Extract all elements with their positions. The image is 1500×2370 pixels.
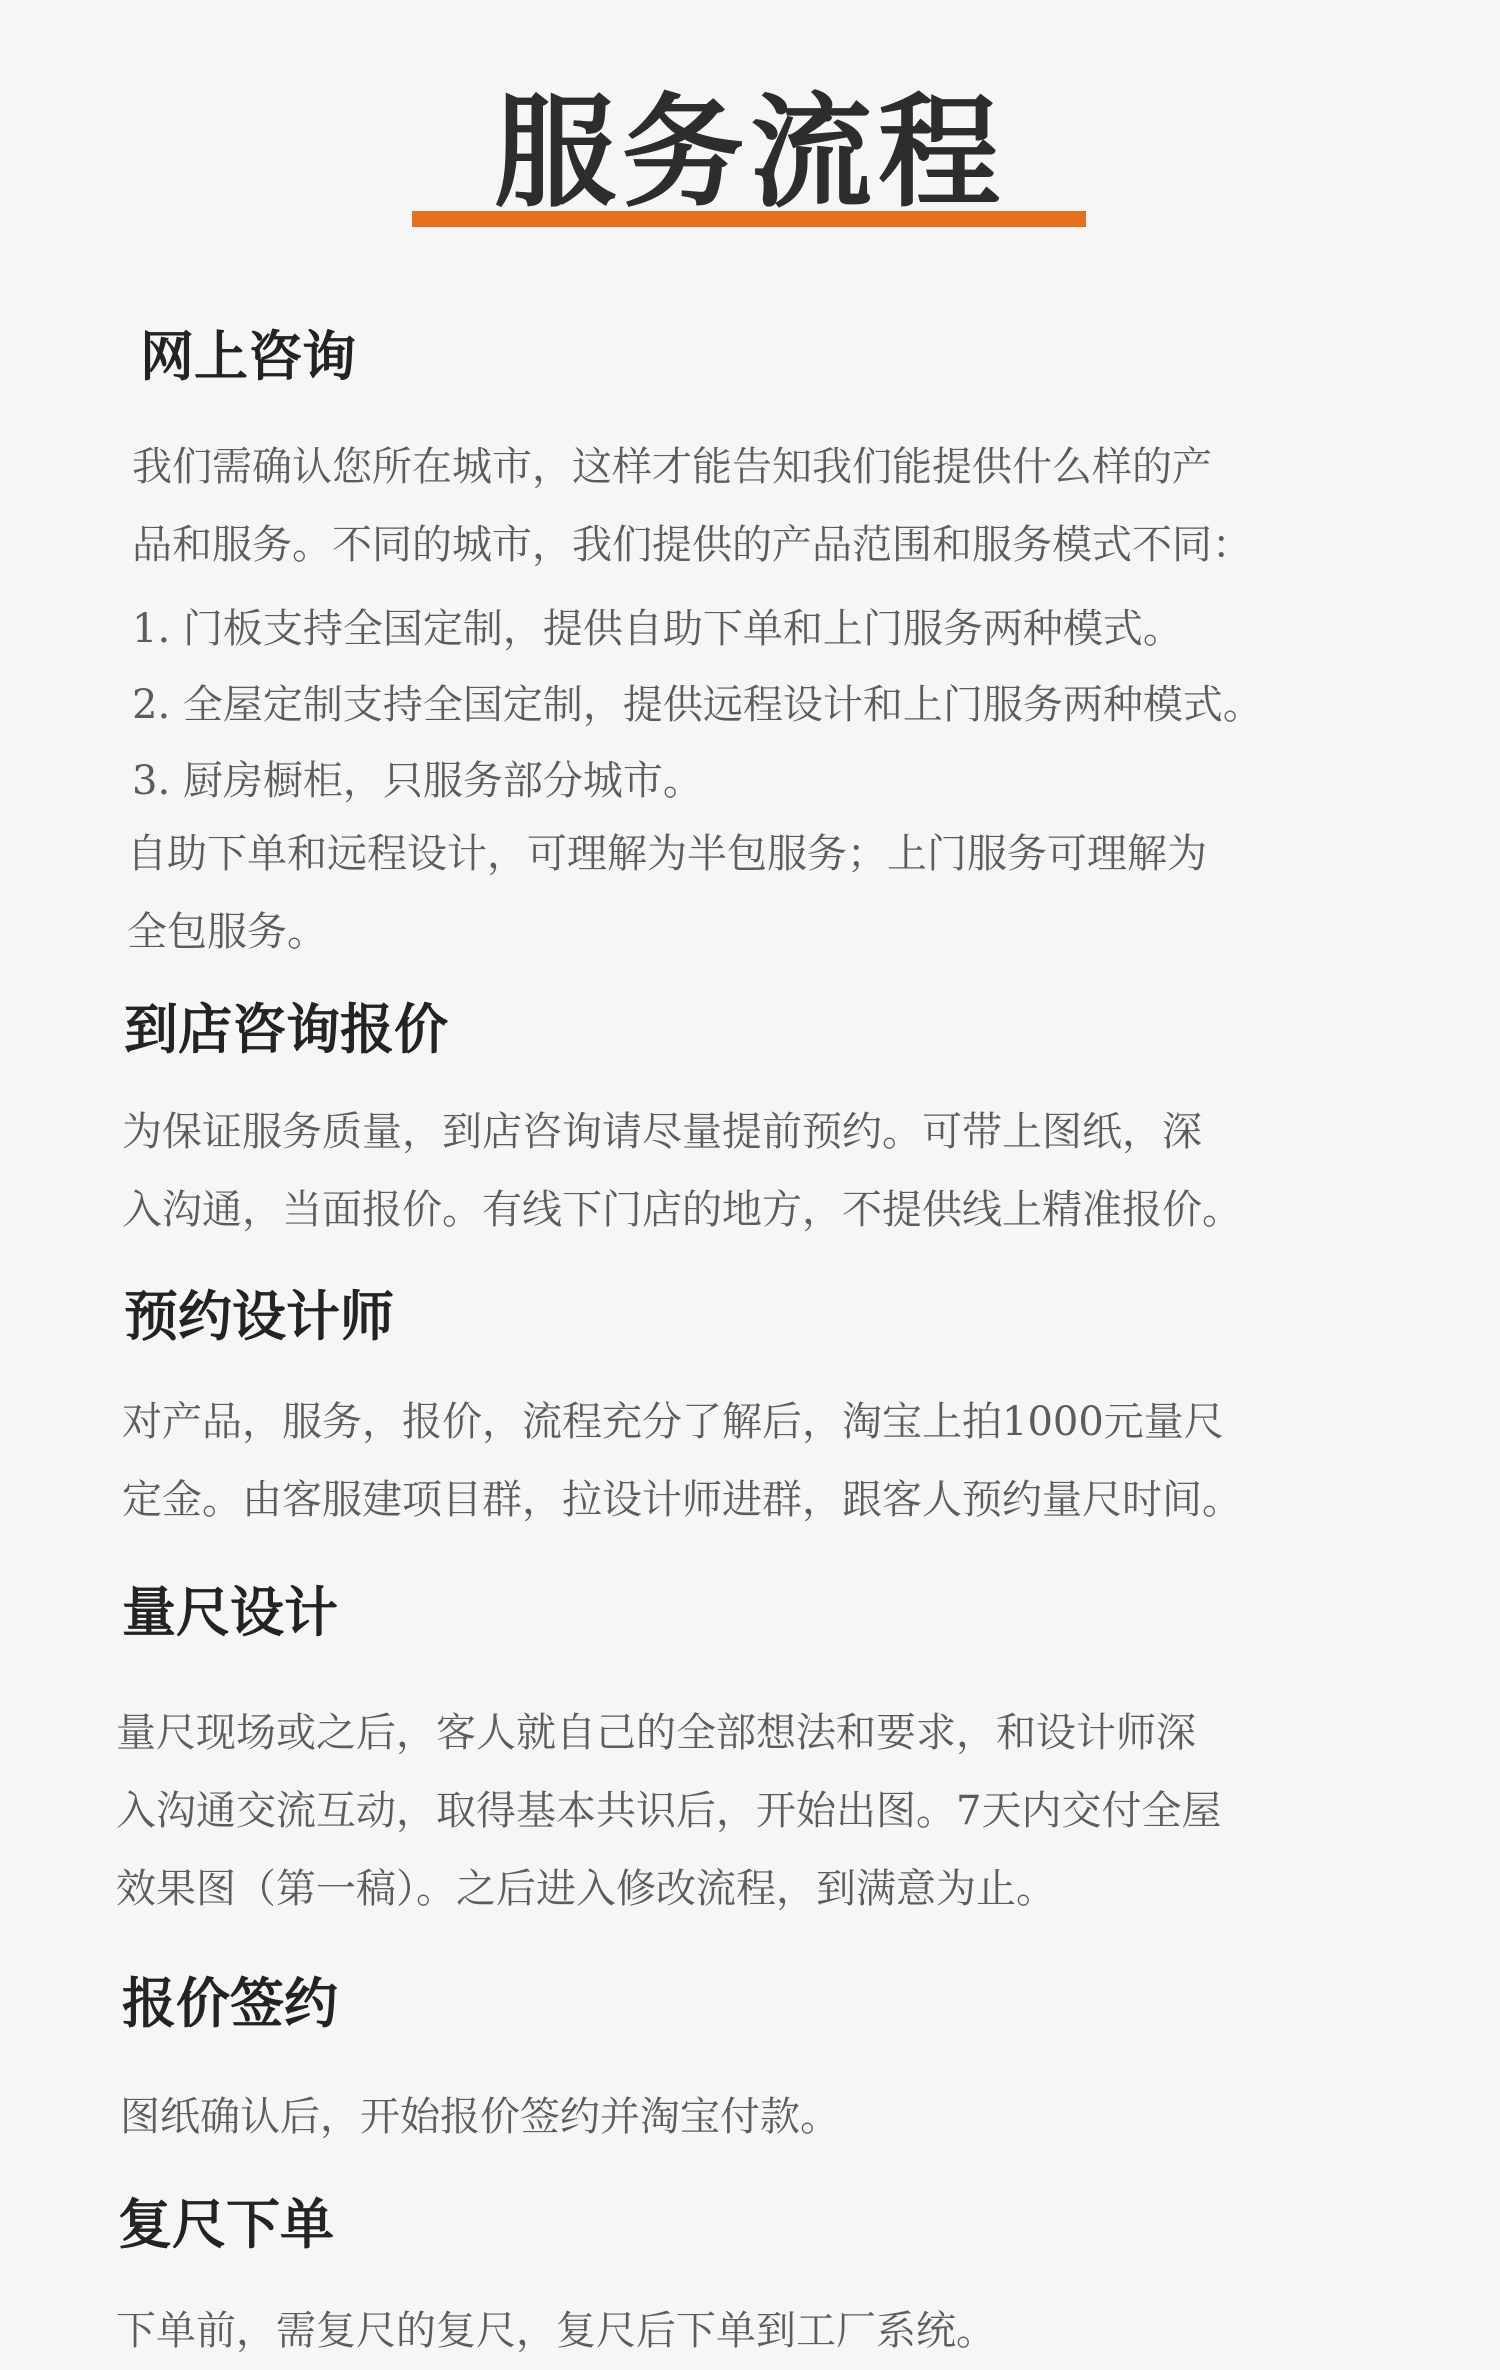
section-online-consult-list bbox=[132, 590, 1263, 818]
paragraph-line: 品和服务。不同的城市，我们提供的产品范围和服务模式不同： bbox=[132, 522, 1252, 568]
paragraph-line: 效果图（第一稿）。之后进入修改流程，到满意为止。 bbox=[116, 1866, 1056, 1912]
paragraph-line: 全包服务。 bbox=[127, 909, 327, 955]
paragraph-line: 入沟通，当面报价。有线下门店的地方，不提供线上精准报价。 bbox=[122, 1187, 1242, 1233]
section-heading-online-consult: 网上咨询 bbox=[140, 325, 356, 388]
list-item: 3. 厨房橱柜，只服务部分城市。 bbox=[132, 758, 703, 804]
section-heading-store-quote: 到店咨询报价 bbox=[124, 998, 448, 1061]
paragraph-line: 入沟通交流互动，取得基本共识后，开始出图。7天内交付全屋 bbox=[116, 1788, 1222, 1834]
section-heading-book-designer: 预约设计师 bbox=[124, 1285, 394, 1348]
paragraph-line: 我们需确认您所在城市，这样才能告知我们能提供什么样的产 bbox=[132, 444, 1212, 490]
paragraph-line: 图纸确认后，开始报价签约并淘宝付款。 bbox=[120, 2094, 840, 2140]
section-book-designer-text bbox=[122, 1383, 1242, 1539]
page-title-block bbox=[0, 70, 1500, 250]
paragraph-line: 定金。由客服建项目群，拉设计师进群，跟客人预约量尺时间。 bbox=[122, 1477, 1242, 1523]
paragraph-line: 对产品，服务，报价，流程充分了解后，淘宝上拍1000元量尺 bbox=[122, 1399, 1224, 1445]
section-heading-measure-design: 量尺设计 bbox=[122, 1581, 338, 1644]
section-heading-remeasure-order: 复尺下单 bbox=[118, 2193, 334, 2256]
paragraph-line: 自助下单和远程设计，可理解为半包服务；上门服务可理解为 bbox=[127, 831, 1207, 877]
page-title: 服务流程 bbox=[494, 82, 1006, 224]
section-heading-quote-sign: 报价签约 bbox=[122, 1972, 338, 2035]
section-online-consult-intro bbox=[132, 428, 1252, 584]
list-item: 1. 门板支持全国定制，提供自助下单和上门服务两种模式。 bbox=[132, 606, 1183, 652]
list-item: 2. 全屋定制支持全国定制，提供远程设计和上门服务两种模式。 bbox=[132, 682, 1263, 728]
section-store-quote-text bbox=[122, 1093, 1242, 1249]
paragraph-line: 量尺现场或之后，客人就自己的全部想法和要求，和设计师深 bbox=[116, 1710, 1196, 1756]
paragraph-line: 下单前，需复尺的复尺，复尺后下单到工厂系统。 bbox=[116, 2308, 996, 2354]
section-online-consult-outro bbox=[127, 815, 1207, 971]
section-measure-design-text bbox=[116, 1694, 1221, 1928]
section-remeasure-order-text bbox=[116, 2292, 996, 2370]
section-quote-sign-text bbox=[120, 2078, 840, 2156]
paragraph-line: 为保证服务质量，到店咨询请尽量提前预约。可带上图纸，深 bbox=[122, 1109, 1202, 1155]
